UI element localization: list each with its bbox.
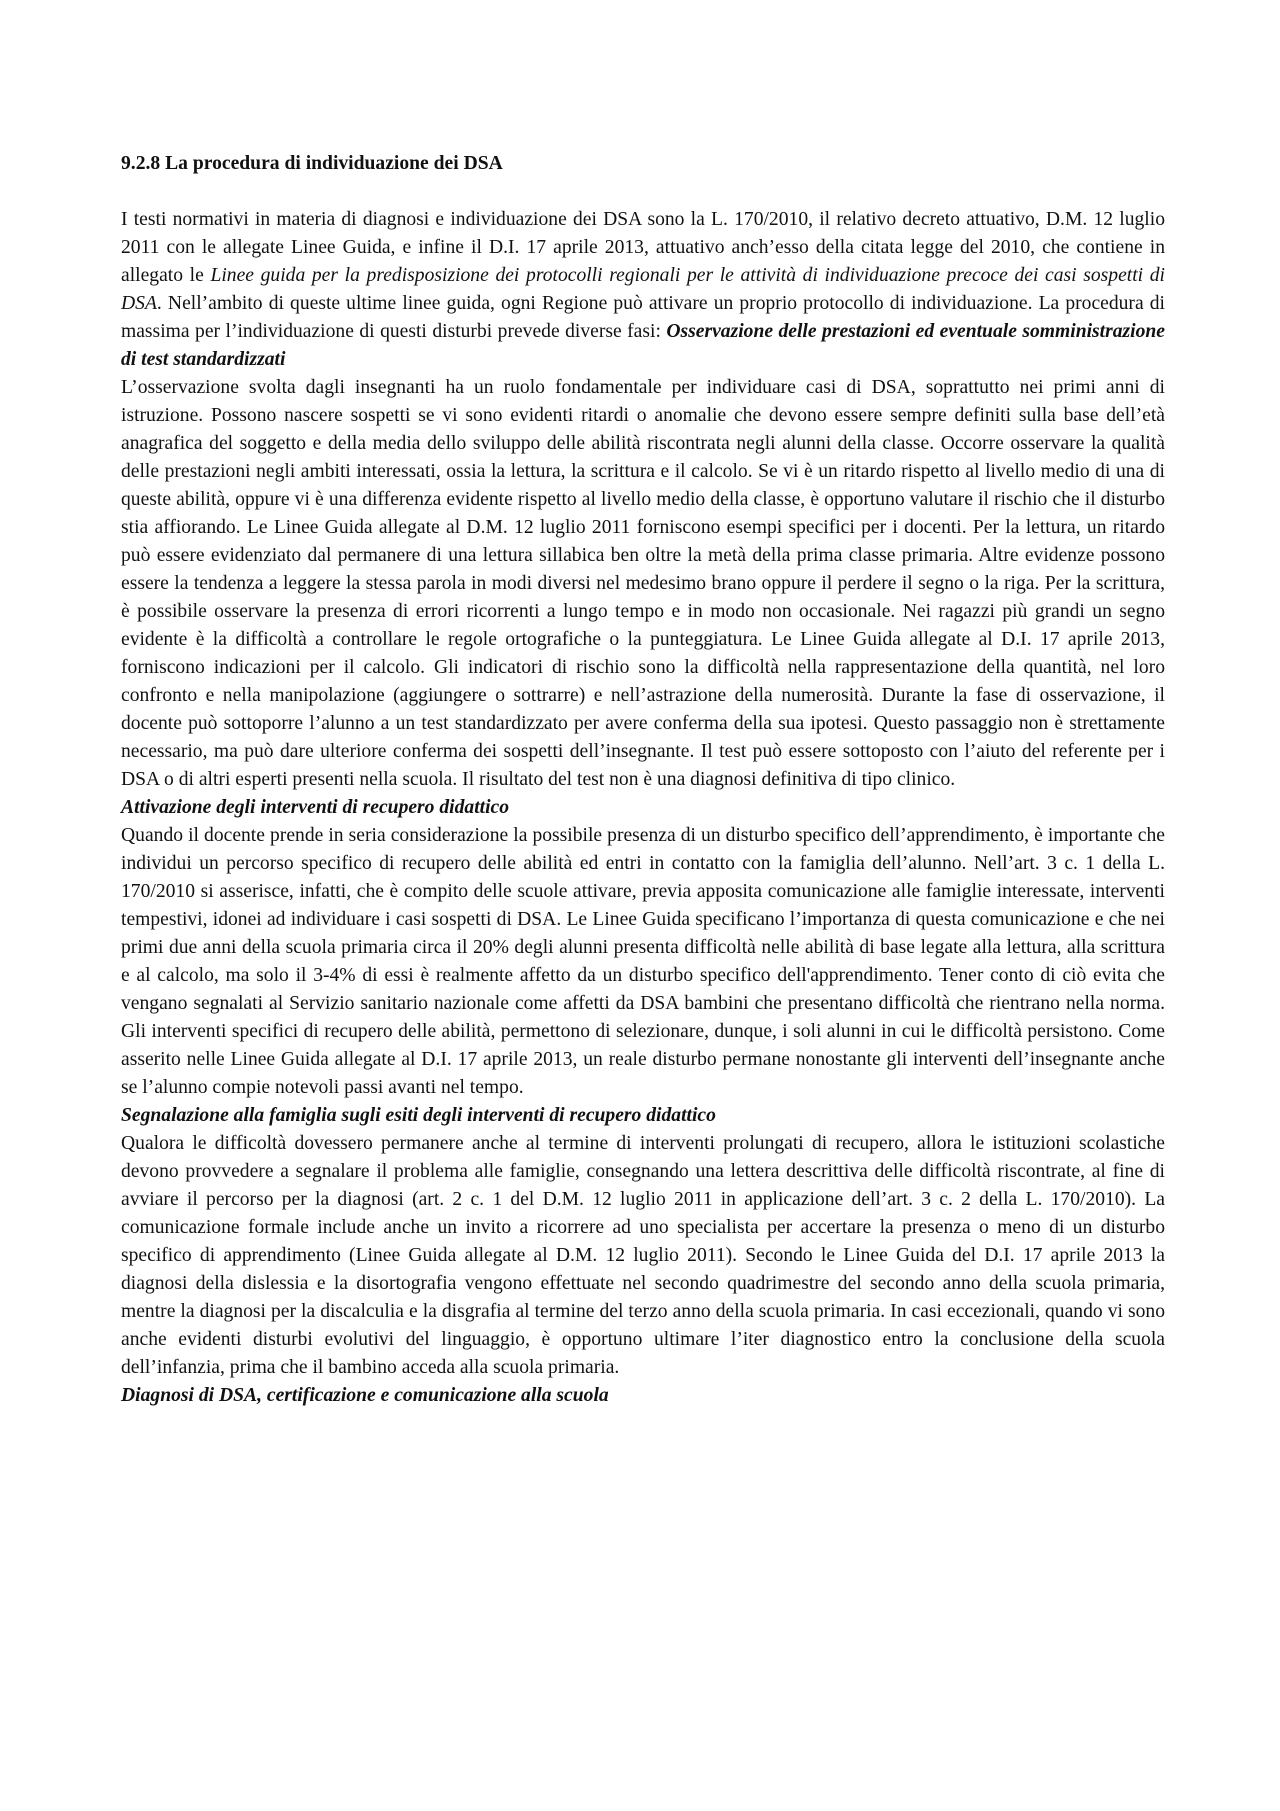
- section-title: 9.2.8 La procedura di individuazione dei DSA: [121, 153, 503, 174]
- intro-text-part2: . Nell’ambito di queste ultime linee guida, ogni Regione può attivare un proprio protocollo di individuazione. La procedura di massima per l’individuazione di questi disturbi prevede diverse fasi:: [121, 293, 1165, 342]
- subheading-recovery: Attivazione degli interventi di recupero didattico: [121, 797, 510, 818]
- intro-paragraph: [121, 206, 1165, 374]
- observation-paragraph: L’osservazione svolta dagli insegnanti ha un ruolo fondamentale per individuare casi di DSA, soprattutto nei primi anni di istruzione. Possono nascere sospetti se vi sono evidenti ritardi o anomalie che devono essere sempre definiti sulla base dell’età anagrafica del soggetto e della media dello sviluppo delle abilità riscontrata negli alunni della classe. Occorre osservare la qualità delle prestazioni negli ambiti interessati, ossia la lettura, la scrittura e il calcolo. Se vi è un ritardo rispetto al livello medio di una di queste abilità, oppure vi è una differenza evidente rispetto al livello medio della classe, è opportuno valutare il rischio che il disturbo stia affiorando. Le Linee Guida allegate al D.M. 12 luglio 2011 forniscono esempi specifici per i docenti. Per la lettura, un ritardo può essere evidenziato dal permanere di una lettura sillabica ben oltre la metà della prima classe primaria. Altre evidenze possono essere la tendenza a leggere la stessa parola in modi diversi nel medesimo brano oppure il perdere il segno o la riga. Per la scrittura, è possibile osservare la presenza di errori ricorrenti a lungo tempo e in modo non occasionale. Nei ragazzi più grandi un segno evidente è la difficoltà a controllare le regole ortografiche o la punteggiatura. Le Linee Guida allegate al D.I. 17 aprile 2013, forniscono indicazioni per il calcolo. Gli indicatori di rischio sono la difficoltà nella rappresentazione della quantità, nel loro confronto e nella manipolazione (aggiungere o sottrarre) e nell’astrazione della numerosità. Durante la fase di osservazione, il docente può sottoporre l’alunno a un test standardizzato per avere conferma della sua ipotesi. Questo passaggio non è strettamente necessario, ma può dare ulteriore conferma dei sospetti dell’insegnante. Il test può essere sottoposto con l’aiuto del referente per i DSA o di altri esperti presenti nella scuola. Il risultato del test non è una diagnosi definitiva di tipo clinico.: [121, 377, 1165, 790]
- subheading-family: Segnalazione alla famiglia sugli esiti degli interventi di recupero didattico: [121, 1105, 716, 1126]
- intro-text-part1: I testi normativi in materia di diagnosi e individuazione dei DSA sono la L. 170/2010, il relativo decreto attuativo, D.M. 12 luglio 2011 con le allegate Linee Guida, e infine il D.I. 17 aprile 2013, attuativo anch’esso della citata legge del 2010, che contiene in allegato le: [121, 209, 1165, 286]
- subheading-diagnosis: Diagnosi di DSA, certificazione e comunicazione alla scuola: [121, 1385, 609, 1406]
- subheading-observation: Osservazione delle prestazioni ed eventuale somministrazione di test standardizzati: [121, 321, 1165, 370]
- recovery-paragraph: Quando il docente prende in seria considerazione la possibile presenza di un disturbo specifico dell’apprendimento, è importante che individui un percorso specifico di recupero delle abilità ed entri in contatto con la famiglia dell’alunno. Nell’art. 3 c. 1 della L. 170/2010 si asserisce, infatti, che è compito delle scuole attivare, previa apposita comunicazione alle famiglie interessate, interventi tempestivi, idonei ad individuare i casi sospetti di DSA. Le Linee Guida specificano l’importanza di questa comunicazione e che nei primi due anni della scuola primaria circa il 20% degli alunni presenta difficoltà nelle abilità di base legate alla lettura, alla scrittura e al calcolo, ma solo il 3-4% di essi è realmente affetto da un disturbo specifico dell'apprendimento. Tener conto di ciò evita che vengano segnalati al Servizio sanitario nazionale come affetti da DSA bambini che presentano difficoltà che rientrano nella norma. Gli interventi specifici di recupero delle abilità, permettono di selezionare, dunque, i soli alunni in cui le difficoltà persistono. Come asserito nelle Linee Guida allegate al D.I. 17 aprile 2013, un reale disturbo permane nonostante gli interventi dell’insegnante anche se l’alunno compie notevoli passi avanti nel tempo.: [121, 825, 1165, 1098]
- family-paragraph: Qualora le difficoltà dovessero permanere anche al termine di interventi prolungati di recupero, allora le istituzioni scolastiche devono provvedere a segnalare il problema alle famiglie, consegnando una lettera descrittiva delle difficoltà riscontrate, al fine di avviare il percorso per la diagnosi (art. 2 c. 1 del D.M. 12 luglio 2011 in applicazione dell’art. 3 c. 2 della L. 170/2010). La comunicazione formale include anche un invito a ricorrere ad uno specialista per accertare la presenza o meno di un disturbo specifico di apprendimento (Linee Guida allegate al D.M. 12 luglio 2011). Secondo le Linee Guida del D.I. 17 aprile 2013 la diagnosi della dislessia e la disortografia vengono effettuate nel secondo quadrimestre del secondo anno della scuola primaria, mentre la diagnosi per la discalculia e la disgrafia al termine del terzo anno della scuola primaria. In casi eccezionali, quando vi sono anche evidenti disturbi evolutivi del linguaggio, è opportuno ultimare l’iter diagnostico entro la conclusione della scuola dell’infanzia, prima che il bambino acceda alla scuola primaria.: [121, 1133, 1165, 1378]
- document-page: [121, 150, 1165, 1410]
- intro-italic-title: Linee guida per la predisposizione dei protocolli regionali per le attività di individuazione precoce dei casi sospetti di DSA: [121, 265, 1165, 314]
